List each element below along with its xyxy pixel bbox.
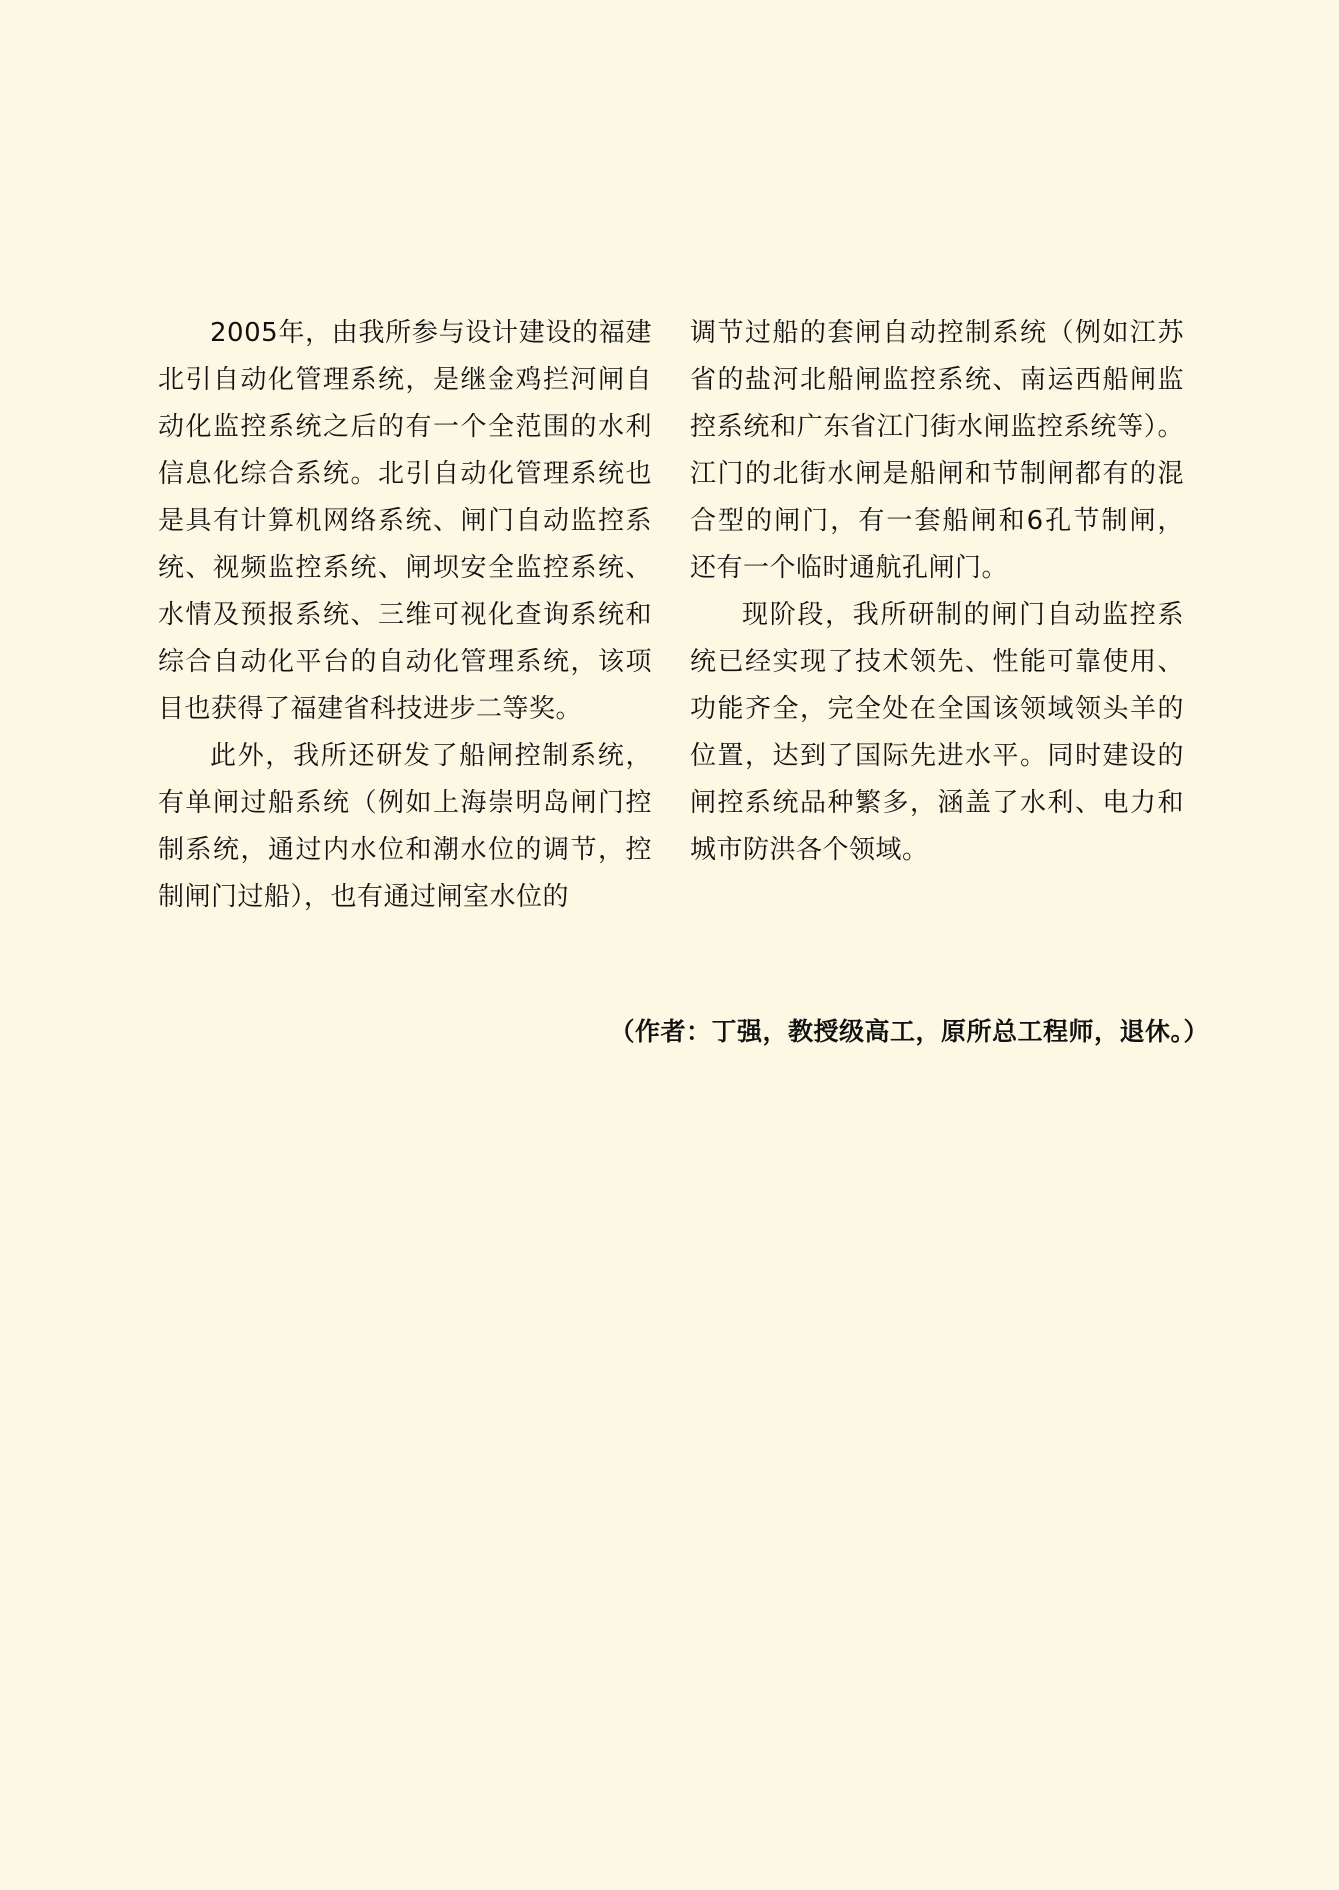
paragraph-ship-lock-control: 此外，我所还研发了船闸控制系统，有单闸过船系统（例如上海崇明岛闸门控制系统，通过内水位和潮水位的调节，控制闸门过船），也有通过闸室水位的 <box>158 741 652 912</box>
right-text-column <box>690 310 1184 874</box>
paragraph-beiyin-system: 2005年，由我所参与设计建设的福建北引自动化管理系统，是继金鸡拦河闸自动化监控系统之后的有一个全范围的水利信息化综合系统。北引自动化管理系统也是具有计算机网络系统、闸门自动监控系统、视频监控系统、闸坝安全监控系统、水情及预报系统、三维可视化查询系统和综合自动化平台的自动化管理系统，该项目也获得了福建省科技进步二等奖。 <box>158 318 652 724</box>
left-text-column <box>158 310 652 921</box>
paragraph-current-stage: 现阶段，我所研制的闸门自动监控系统已经实现了技术领先、性能可靠使用、功能齐全，完全处在全国该领域领头羊的位置，达到了国际先进水平。同时建设的闸控系统品种繁多，涵盖了水利、电力和城市防洪各个领域。 <box>690 600 1184 865</box>
author-byline: （作者：丁强，教授级高工，原所总工程师，退休。） <box>609 1017 1209 1046</box>
paragraph-ship-lock-continued: 调节过船的套闸自动控制系统（例如江苏省的盐河北船闸监控系统、南运西船闸监控系统和广东省江门街水闸监控系统等）。江门的北街水闸是船闸和节制闸都有的混合型的闸门，有一套船闸和6孔节制闸，还有一个临时通航孔闸门。 <box>690 318 1184 583</box>
